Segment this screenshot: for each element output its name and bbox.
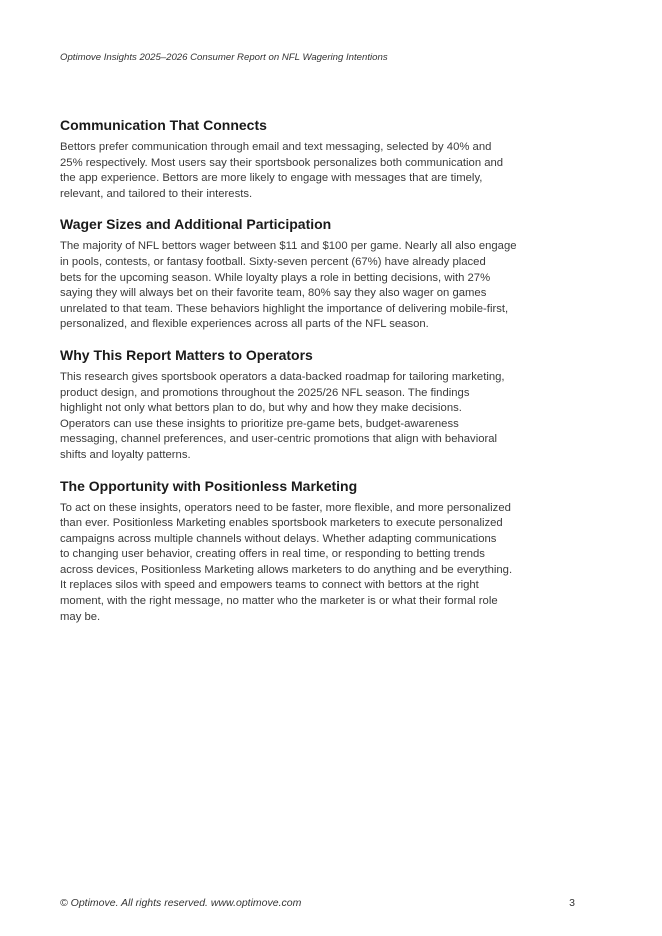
body-line: highlight not only what bettors plan to do, but why and how they make decisions. [60, 402, 462, 415]
body-line: shifts and loyalty patterns. [60, 448, 191, 461]
section-body [60, 140, 580, 202]
body-line: may be. [60, 610, 101, 623]
body-line: messaging, channel preferences, and user-centric promotions that align with behavioral [60, 433, 498, 446]
footer-copyright: © Optimove. All rights reserved. www.optimove.com [60, 897, 302, 909]
body-line: personalized, and flexible experiences across all parts of the NFL season. [60, 318, 429, 331]
section-positionless-marketing [60, 477, 580, 626]
section-body [60, 501, 580, 626]
body-line: than ever. Positionless Marketing enables sportsbook marketers to execute personalized [60, 517, 503, 530]
running-header: Optimove Insights 2025–2026 Consumer Report on NFL Wagering Intentions [60, 52, 388, 63]
body-line: To act on these insights, operators need to be faster, more flexible, and more personalized [60, 501, 511, 514]
body-line: saying they will always bet on their favorite team, 80% say they also wager on games [60, 287, 487, 300]
body-line: across devices, Positionless Marketing allows marketers to do anything and be everything. [60, 563, 513, 576]
body-line: bets for the upcoming season. While loyalty plays a role in betting decisions, with 27% [60, 271, 491, 284]
page-number: 3 [569, 897, 575, 909]
section-heading: The Opportunity with Positionless Marketing [60, 477, 358, 494]
body-line: It replaces silos with speed and empowers teams to connect with bettors at the right [60, 579, 479, 592]
section-wager-sizes [60, 215, 580, 333]
body-line: to changing user behavior, creating offers in real time, or responding to betting trends [60, 548, 485, 561]
body-line: Operators can use these insights to prioritize pre-game bets, budget-awareness [60, 417, 459, 430]
body-line: relevant, and tailored to their interests. [60, 187, 253, 200]
body-line: 25% respectively. Most users say their sportsbook personalizes both communication and [60, 156, 504, 169]
section-why-report-matters [60, 346, 580, 464]
body-line: The majority of NFL bettors wager between $11 and $100 per game. Nearly all also engage [60, 240, 517, 253]
body-line: Bettors prefer communication through email and text messaging, selected by 40% and [60, 141, 492, 153]
section-heading: Why This Report Matters to Operators [60, 346, 313, 363]
section-body [60, 370, 580, 464]
body-line: the app experience. Bettors are more likely to engage with messages that are timely, [60, 172, 483, 185]
body-line: moment, with the right message, no matter who the marketer is or what their formal role [60, 595, 498, 608]
section-heading: Wager Sizes and Additional Participation [60, 216, 332, 233]
body-line: unrelated to that team. These behaviors highlight the importance of delivering mobile-first, [60, 302, 509, 315]
body-line: campaigns across multiple channels without delays. Whether adapting communications [60, 532, 497, 545]
section-body [60, 239, 580, 333]
section-communication [60, 116, 580, 202]
body-line: product design, and promotions throughout the 2025/26 NFL season. The findings [60, 386, 470, 399]
section-heading: Communication That Connects [60, 117, 267, 133]
report-content [60, 116, 580, 638]
body-line: This research gives sportsbook operators a data-backed roadmap for tailoring marketing, [60, 370, 505, 383]
body-line: in pools, contests, or fantasy football. Sixty-seven percent (67%) have already placed [60, 255, 486, 268]
